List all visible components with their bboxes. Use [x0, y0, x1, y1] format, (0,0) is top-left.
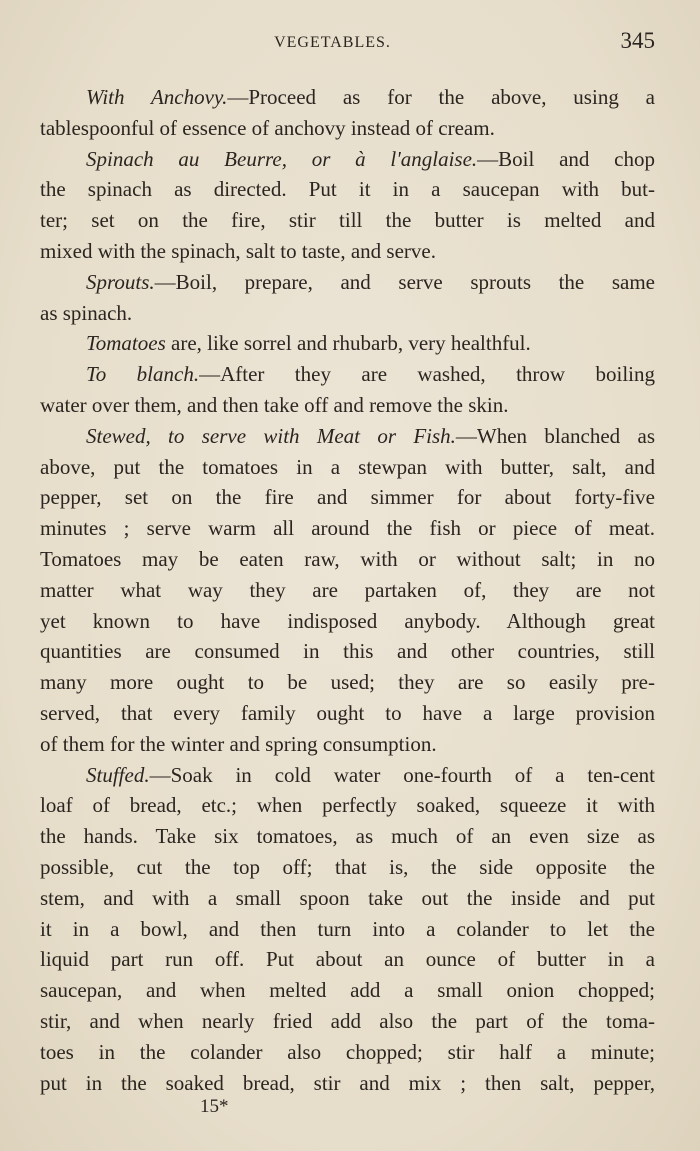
- line-text: many more ought to be used; they are so easily pre-: [40, 670, 655, 695]
- page-header: [40, 28, 655, 58]
- text-line: [40, 174, 655, 205]
- line-text: the hands. Take six tomatoes, as much of an even size as: [40, 824, 655, 849]
- line-text: as spinach.: [40, 300, 133, 325]
- line-text: mixed with the spinach, salt to taste, and serve.: [40, 238, 436, 263]
- line-text: ter; set on the fire, stir till the butter is melted and: [40, 208, 655, 233]
- italic-heading: Sprouts.: [86, 269, 155, 294]
- line-text: put in the soaked bread, stir and mix ; then salt, pepper,: [40, 1070, 655, 1095]
- line-text: above, put the tomatoes in a stewpan with butter, salt, and: [40, 454, 655, 479]
- line-text: water over them, and then take off and remove the skin.: [40, 392, 509, 417]
- text-line: [40, 390, 655, 421]
- text-line: [40, 359, 655, 390]
- text-line: [40, 1006, 655, 1037]
- italic-heading: Stewed, to serve with Meat or Fish.: [86, 423, 456, 448]
- line-text: minutes ; serve warm all around the fish or piece of meat.: [40, 516, 655, 541]
- text-line: [40, 575, 655, 606]
- text-line: [40, 914, 655, 945]
- line-text: liquid part run off. Put about an ounce of butter in a: [40, 947, 655, 972]
- text-line: [40, 544, 655, 575]
- italic-heading: Spinach au Beurre, or à l'anglaise.: [86, 146, 478, 171]
- line-text: yet known to have indisposed anybody. Although great: [40, 608, 655, 633]
- line-text: saucepan, and when melted add a small onion chopped;: [40, 978, 655, 1003]
- line-text: stir, and when nearly fried add also the part of the toma-: [40, 1008, 655, 1033]
- italic-heading: Stuffed.: [86, 762, 150, 787]
- page-body-text: [40, 82, 655, 1098]
- text-line: [40, 113, 655, 144]
- text-line: [40, 513, 655, 544]
- text-line: [40, 82, 655, 113]
- text-line: [40, 1068, 655, 1099]
- line-text: —Soak in cold water one-fourth of a ten-cent: [149, 762, 655, 787]
- text-line: [40, 298, 655, 329]
- line-text: matter what way they are partaken of, they are not: [40, 577, 655, 602]
- line-text: possible, cut the top off; that is, the side opposite the: [40, 854, 655, 879]
- page-number: 345: [620, 28, 655, 53]
- line-text: —Boil and chop: [477, 146, 655, 171]
- line-text: of them for the winter and spring consumption.: [40, 731, 437, 756]
- signature-mark: 15*: [200, 1096, 229, 1117]
- line-text: toes in the colander also chopped; stir half a minute;: [40, 1039, 655, 1064]
- text-line: [40, 482, 655, 513]
- text-line: [40, 267, 655, 298]
- text-line: [40, 790, 655, 821]
- text-line: [40, 821, 655, 852]
- line-text: —Boil, prepare, and serve sprouts the same: [154, 269, 655, 294]
- text-line: [40, 144, 655, 175]
- text-line: [40, 975, 655, 1006]
- text-line: [40, 236, 655, 267]
- text-line: [40, 852, 655, 883]
- line-text: it in a bowl, and then turn into a colander to let the: [40, 916, 655, 941]
- text-line: [40, 667, 655, 698]
- line-text: are, like sorrel and rhubarb, very healthful.: [165, 331, 531, 356]
- line-text: pepper, set on the fire and simmer for about forty-five: [40, 485, 655, 510]
- text-line: [40, 328, 655, 359]
- line-text: the spinach as directed. Put it in a saucepan with but-: [40, 177, 655, 202]
- text-line: [40, 1037, 655, 1068]
- italic-heading: Tomatoes: [86, 331, 166, 356]
- text-line: [40, 452, 655, 483]
- line-text: stem, and with a small spoon take out the inside and put: [40, 885, 655, 910]
- running-title: VEGETABLES.: [274, 34, 391, 51]
- italic-heading: With Anchovy.: [86, 85, 228, 109]
- text-line: [40, 636, 655, 667]
- line-text: —After they are washed, throw boiling: [199, 362, 655, 387]
- line-text: Tomatoes may be eaten raw, with or without salt; in no: [40, 546, 655, 571]
- text-line: [40, 421, 655, 452]
- text-line: [40, 729, 655, 760]
- line-text: quantities are consumed in this and other countries, still: [40, 639, 655, 664]
- line-text: loaf of bread, etc.; when perfectly soaked, squeeze it with: [40, 793, 655, 818]
- italic-heading: To blanch.: [86, 362, 200, 387]
- text-line: [40, 205, 655, 236]
- text-line: [40, 698, 655, 729]
- text-line: [40, 606, 655, 637]
- line-text: served, that every family ought to have a large provision: [40, 700, 655, 725]
- line-text: tablespoonful of essence of anchovy instead of cream.: [40, 115, 495, 140]
- text-line: [40, 760, 655, 791]
- text-line: [40, 883, 655, 914]
- line-text: —When blanched as: [455, 423, 655, 448]
- line-text: —Proceed as for the above, using a: [227, 85, 655, 109]
- text-line: [40, 944, 655, 975]
